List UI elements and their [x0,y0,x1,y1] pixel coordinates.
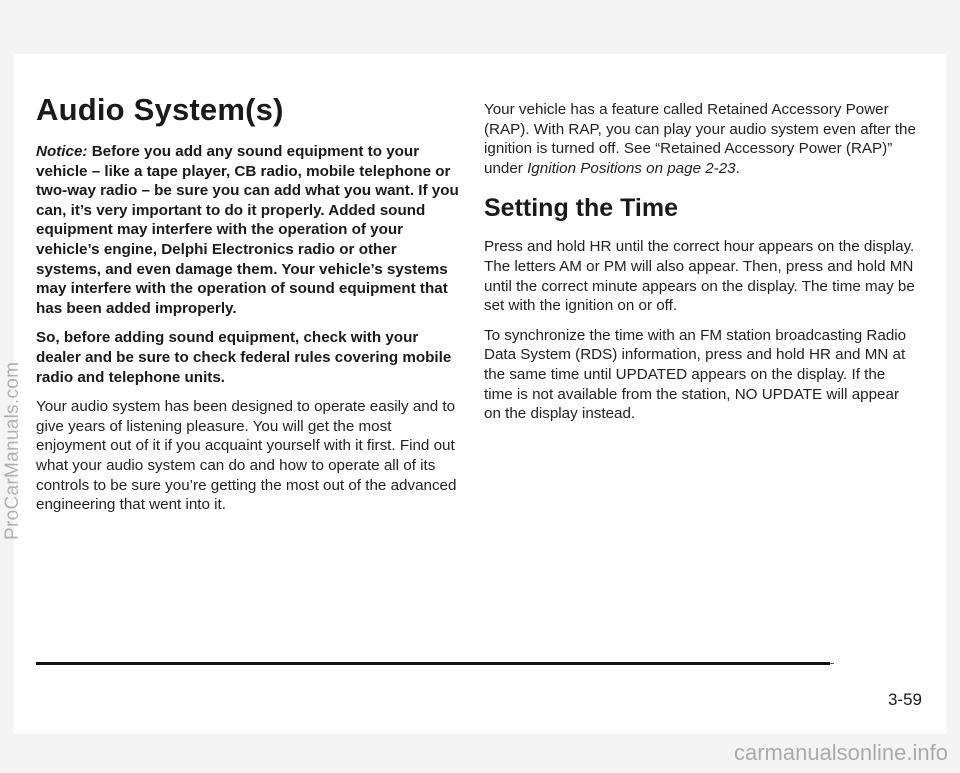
rap-text: Your vehicle has a feature called Retained Accessory Power (RAP). With RAP, you can play your audio system even after the ignition is turned off. See “Retained Accessory Power (RAP)” under [484,101,916,177]
footer-rule-tail [830,663,834,664]
footer-rule [36,662,830,665]
time-paragraph-1: Press and hold HR until the correct hour appears on the display. The letters AM or PM will also appear. Then, press and hold MN until the correct minute appears on the display. The time may be set with the ignition on or off. [484,238,915,315]
notice-followup: So, before adding sound equipment, check with your dealer and be sure to check federal rules covering mobile radio and telephone units. [36,329,452,386]
left-column [36,142,460,515]
rap-paragraph [484,100,916,178]
notice-lead: Notice: [36,143,88,160]
side-watermark: ProCarManuals.com [2,361,23,540]
notice-paragraph [36,142,460,318]
rap-end: . [735,159,740,177]
time-paragraph-2: To synchronize the time with an FM station broadcasting Radio Data System (RDS) information, press and hold HR and MN at the same time until UPDATED appears on the display. If the time is not available from the station, NO UPDATE will appear on the display instead. [484,326,907,423]
setting-time-heading: Setting the Time [484,194,679,223]
section-title: Audio System(s) [36,92,284,127]
intro-paragraph: Your audio system has been designed to operate easily and to give years of listening pleasure. You will get the most enjoyment out of it if you acquaint yourself with it first. Find out what your audio system can do and how to operate all of its controls to be sure you’re getting the most out of the advanced engineering that went into it. [36,398,457,514]
right-column [484,100,916,424]
bottom-watermark[interactable]: carmanualsonline.info [733,740,948,765]
rap-page-reference[interactable]: Ignition Positions on page 2-23 [527,159,736,177]
page-number: 3-59 [887,690,922,709]
notice-text: Before you add any sound equipment to your vehicle – like a tape player, CB radio, mobile telephone or two-way radio – be sure you can add what you want. If you can, it’s very important to do it properly. Added sound equipment may interfere with the operation of your vehicle’s engine, Delphi Electronics radio or other systems, and even damage them. Your vehicle’s systems may interfere with the operation of sound equipment that has been added improperly. [36,143,459,317]
